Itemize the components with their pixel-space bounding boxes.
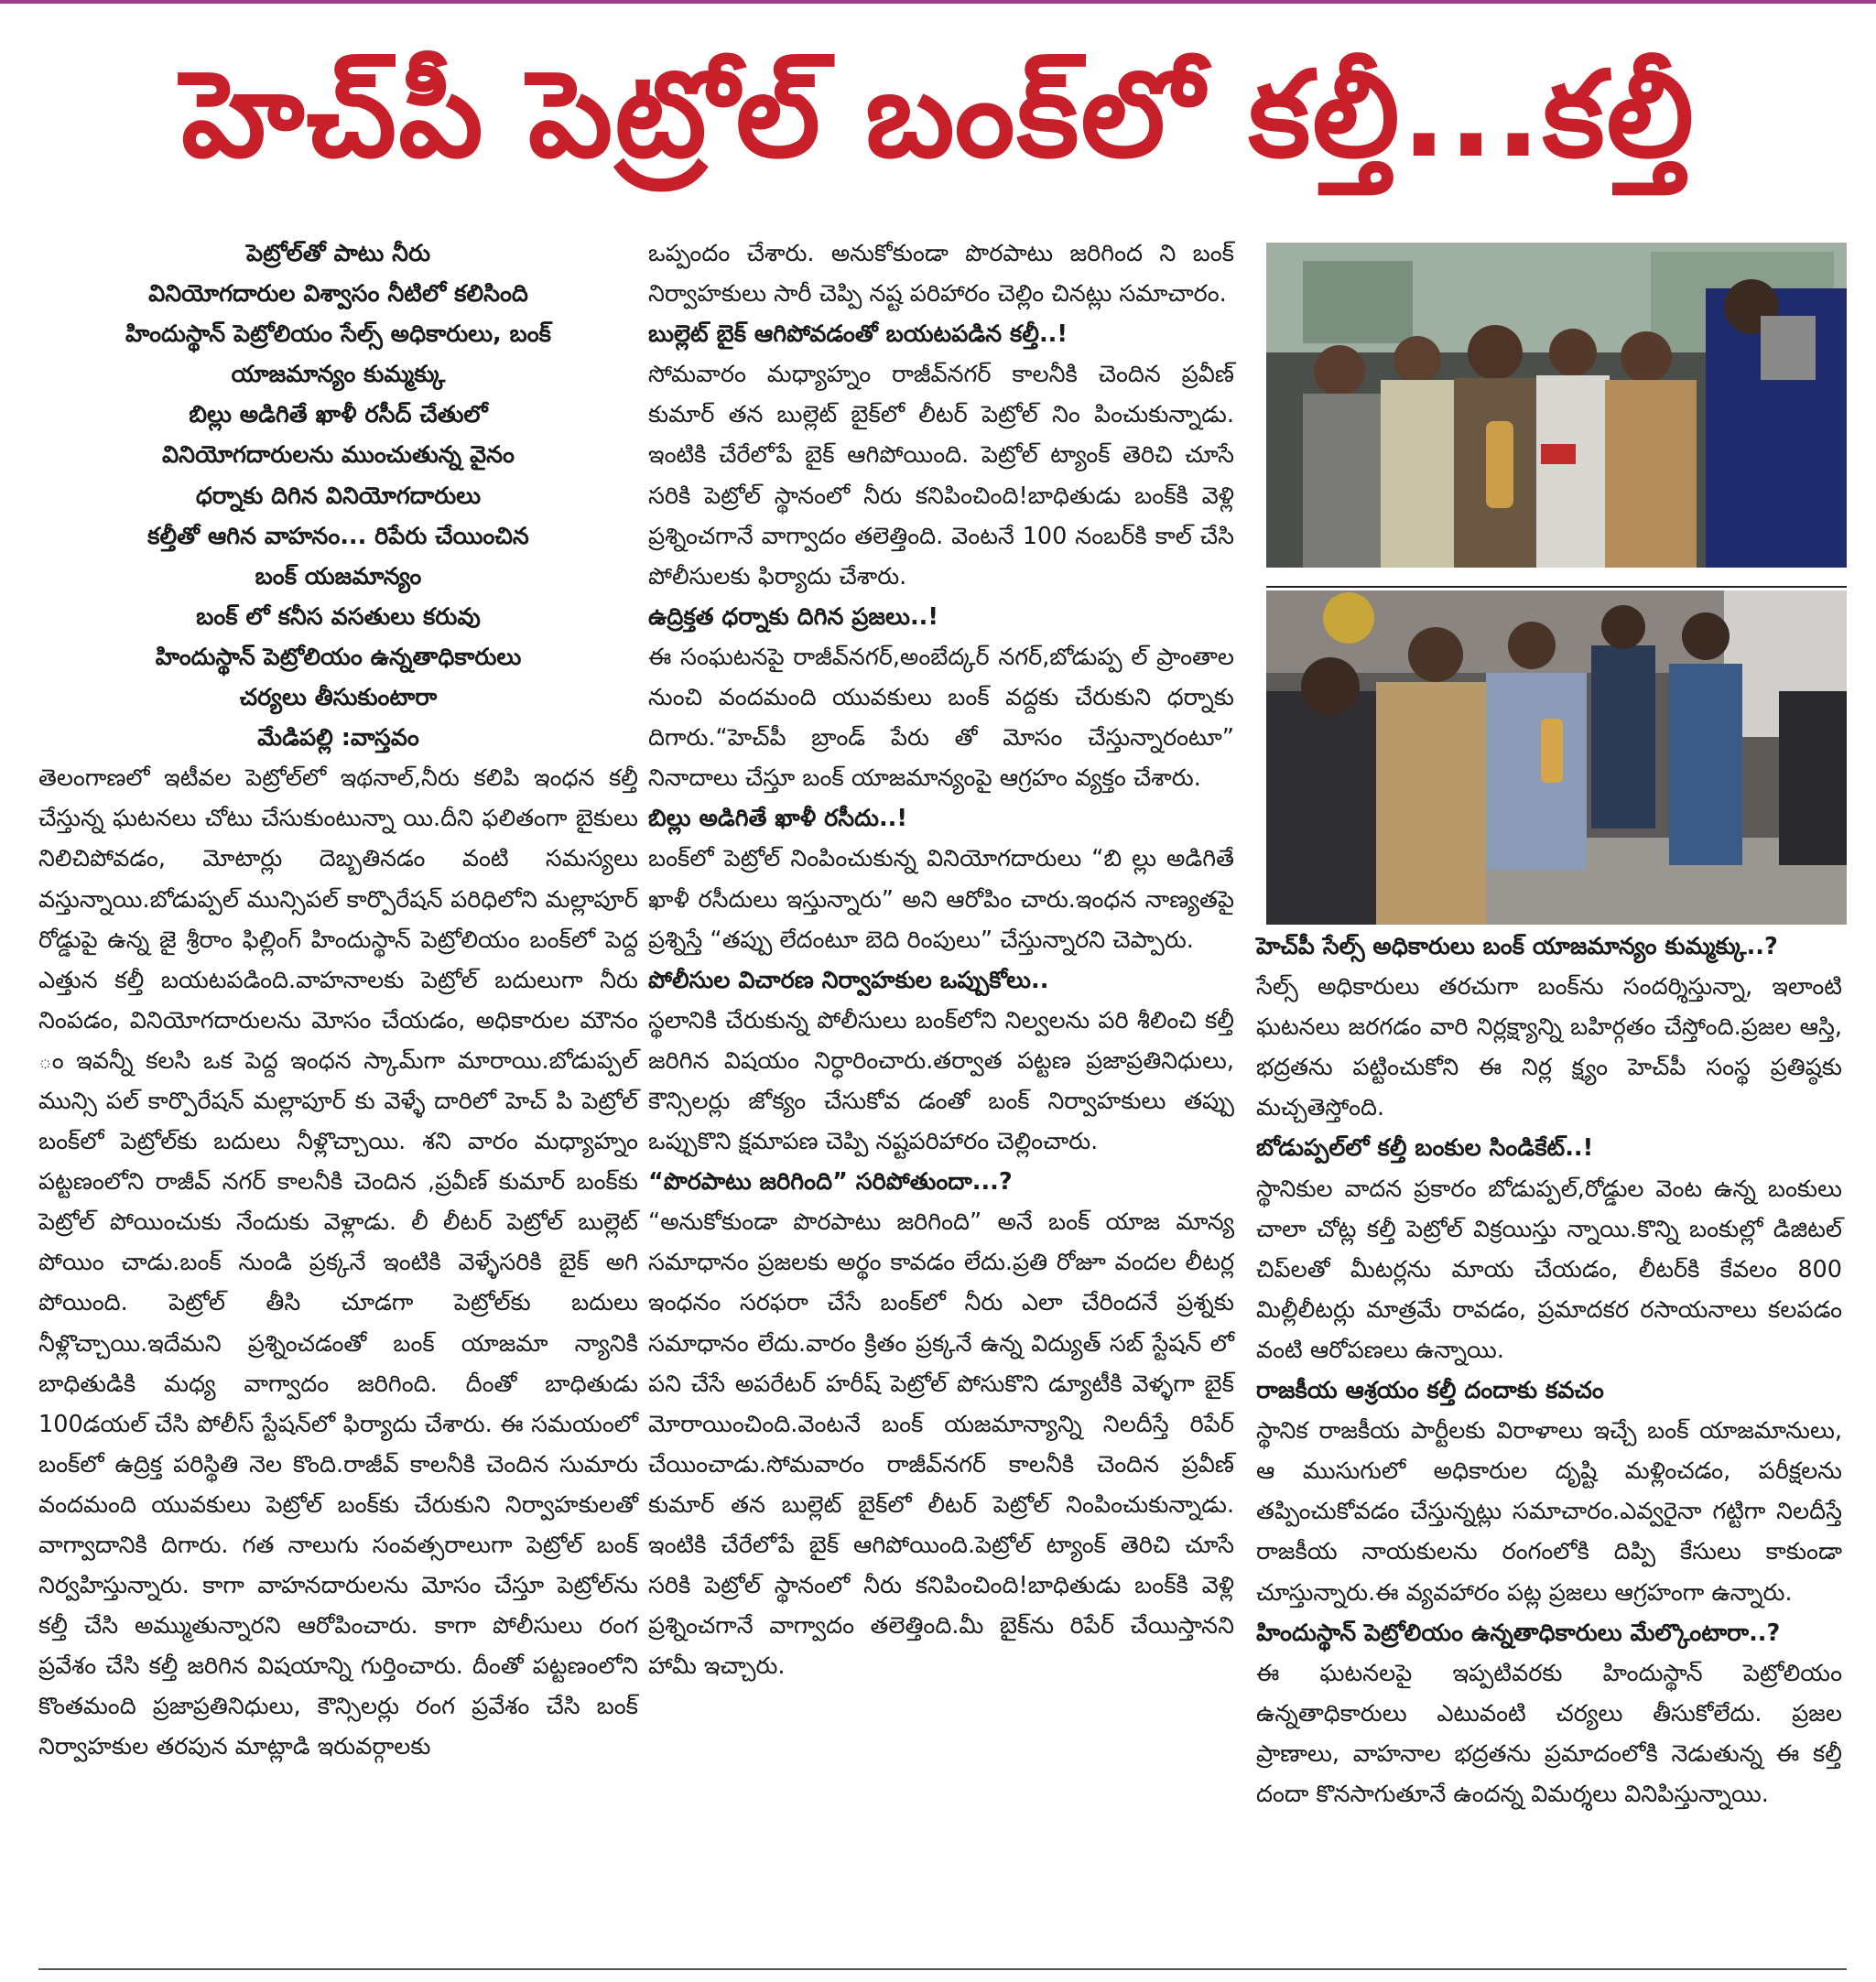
subheading: హిందుస్థాన్ పెట్రోలియం ఉన్నతాధికారులు మేల్కొంటారా..?: [1256, 1619, 1781, 1647]
body-paragraph: స్థానిక రాజకీయ పార్టీలకు విరాళాలు ఇచ్చే బంక్ యాజమానులు, ఆ ముసుగులో అధికారుల దృష్టి మళ్లించడం, పరీక్షలను తప్పించుకోవడం చేస్తున్నట్లు సమాచారం.ఎవ్వరైనా గట్టిగా నిలదీస్తే రాజకీయ నాయకులను రంగంలోకి దిప్పి కేసులు కాకుండా చూస్తున్నారు.ఈ వ్యవహారం పట్ల ప్రజలు ఆగ్రహంగా ఉన్నారు.: [1256, 1417, 1842, 1607]
intro-line: బంక్ యజమాన్యం: [255, 562, 422, 590]
column-2: [648, 233, 1234, 1686]
column-1: [38, 233, 638, 1768]
photo-police-inspection: [1266, 590, 1847, 925]
intro-line: చర్యలు తీసుకుంటారా: [239, 684, 438, 712]
intro-line: హిందుస్థాన్ పెట్రోలియం ఉన్నతాధికారులు: [155, 643, 522, 671]
body-paragraph: “అనుకోకుండా పొరపాటు జరిగింది” అనే బంక్ యాజ మాన్య సమాధానం ప్రజలకు అర్థం కావడం లేదు.ప్రతి రోజూ వందల లీటర్ల ఇంధనం సరఫరా చేసే బంక్‌లో నీరు ఎలా చేరిందనే ప్రశ్నకు సమాధానం లేదు.వారం క్రితం ప్రక్కనే ఉన్న విద్యుత్ సబ్ స్టేషన్ లో పని చేసే అపరేటర్ హరీష్ పెట్రోల్ పోసుకొని డ్యూటీకి వెళ్ళగా బైక్ మోరాయించింది.వెంటనే బంక్ యజమాన్యాన్ని నిలదీస్తే రిపేర్ చేయించాడు.సోమవారం రాజీవ్‌నగర్ కాలనీకి చెందిన ప్రవీణ్ కుమార్ తన బుల్లెట్ బైక్‌లో లీటర్ పెట్రోల్ నింపించుకున్నాడు. ఇంటికి చేరేలోపే బైక్ ఆగిపోయింది.పెట్రోల్ ట్యాంక్ తెరిచి చూసే సరికి పెట్రోల్ స్థానంలో నీరు కనిపించింది!బాధితుడు బంక్‌కి వెళ్లి ప్రశ్నించగానే వాగ్వాదం తలెత్తింది.మీ బైక్‌ను రిపేర్ చేయిస్తానని హామీ ఇచ్చారు.: [648, 1208, 1234, 1681]
intro-line: పెట్రోల్‌తో పాటు నీరు: [245, 240, 431, 267]
subheading: బిల్లు అడిగితే ఖాళీ రసీదు..!: [648, 805, 907, 833]
headline: హెచ్‌పీ పెట్రోల్ బంక్‌లో కల్తీ...కల్తీ: [181, 45, 1696, 184]
intro-line: వినియోగదారులను ముంచుతున్న వైనం: [162, 441, 515, 470]
intro-line: బంక్ లో కనీస వసతులు కరువు: [196, 602, 481, 631]
subheading: బుల్లెట్ బైక్ ఆగిపోవడంతో బయటపడిన కల్తీ..!: [648, 320, 1068, 349]
body-paragraph: సేల్స్ అధికారులు తరచుగా బంక్‌ను సందర్శిస్తున్నా, ఇలాంటి ఘటనలు జరగడం వారి నిర్లక్ష్యాన్ని బహిర్గతం చేస్తోంది.ప్రజల ఆస్తి, భద్రతను పట్టించుకోని ఈ నిర్ల క్ష్యం హెచ్‌పీ సంస్థ ప్రతిష్ఠకు మచ్చతెస్తోంది.: [1256, 973, 1842, 1122]
intro-line: యాజమాన్యం కుమ్మక్కు: [231, 361, 446, 389]
subheading: పోలీసుల విచారణ నిర్వాహకుల ఒప్పుకోలు..: [648, 966, 1049, 994]
bottom-rule: [38, 1968, 1847, 1970]
body-paragraph: స్థానికుల వాదన ప్రకారం బోడుప్పల్,రోడ్డుల వెంట ఉన్న బంకులు చాలా చోట్ల కల్తీ పెట్రోల్ విక్రయిస్తు న్నాయి.కొన్ని బంకుల్లో డిజిటల్ చిప్‌లతో మీటర్లను మాయ చేయడం, లీటర్‌కి కేవలం 800 మిల్లీలీటర్లు మాత్రమే రావడం, ప్రమాదకర రసాయనాలు కలపడం వంటి ఆరోపణలు ఉన్నాయి.: [1256, 1175, 1842, 1364]
subheading: ఉద్రిక్తత ధర్నాకు దిగిన ప్రజలు..!: [648, 602, 938, 631]
intro-line: కల్తీతో ఆగిన వాహనం... రిపేరు చేయించిన: [147, 522, 529, 550]
intro-line: హిందుస్థాన్ పెట్రోలియం సేల్స్ అధికారులు, బంక్: [125, 320, 551, 349]
body-paragraph: ఈ ఘటనలపై ఇప్పటివరకు హిందుస్థాన్ పెట్రోలియం ఉన్నతాధికారులు ఎటువంటి చర్యలు తీసుకోలేదు. ప్రజల ప్రాణాలు, వాహనాల భద్రతను ప్రమాదంలోకి నెడుతున్న ఈ కల్తీ దందా కొనసాగుతూనే ఉందన్న విమర్శలు వినిపిస్తున్నాయి.: [1256, 1659, 1842, 1808]
subheading: “పొరపాటు జరిగింది” సరిపోతుందా...?: [648, 1168, 1013, 1197]
photo-illustration: [1266, 590, 1847, 925]
subheading: రాజకీయ ఆశ్రయం కల్తీ దందాకు కవచం: [1256, 1377, 1604, 1405]
subheading: హెచ్‌పీ సేల్స్ అధికారులు బంక్ యాజమాన్యం కుమ్మక్కు..?: [1256, 933, 1778, 960]
photo-protest-bottle: [1266, 243, 1847, 568]
dateline: మేడిపల్లి :వాస్తవం: [257, 724, 419, 753]
photo-illustration: [1266, 243, 1847, 568]
intro-line: బిల్లు అడిగితే ఖాళీ రసీద్ చేతులో: [189, 401, 488, 429]
body-paragraph: ఒప్పందం చేశారు. అనుకోకుండా పొరపాటు జరిగింద ని బంక్ నిర్వాహకులు సారీ చెప్పి నష్ట పరిహారం చెల్లిం చినట్లు సమాచారం.: [648, 240, 1234, 309]
intro-line: ధర్నాకు దిగిన వినియోగదారులు: [195, 482, 482, 510]
top-rule: [0, 0, 1876, 4]
body-paragraph: స్థలానికి చేరుకున్న పోలీసులు బంక్‌లోని నిల్వలను పరి శీలించి కల్తీ జరిగిన విషయం నిర్ధారించారు.తర్వాత పట్టణ ప్రజాప్రతినిధులు, కౌన్సిలర్లు జోక్యం చేసుకోవ డంతో బంక్ నిర్వాహకులు తప్పు ఒప్పుకొని క్షమాపణ చెప్పి నష్టపరిహారం చెల్లించారు.: [648, 1006, 1234, 1156]
body-paragraph: సోమవారం మధ్యాహ్నం రాజీవ్‌నగర్ కాలనీకి చెందిన ప్రవీణ్ కుమార్ తన బుల్లెట్ బైక్‌లో లీటర్ పెట్రోల్ నిం పించుకున్నాడు. ఇంటికి చేరేలోపే బైక్ ఆగిపోయింది. పెట్రోల్ ట్యాంక్ తెరిచి చూసే సరికి పెట్రోల్ స్థానంలో నీరు కనిపించింది!బాధితుడు బంక్‌కి వెళ్లి ప్రశ్నించగానే వాగ్వాదం తలెత్తింది. వెంటనే 100 నంబర్‌కి కాల్ చేసి పోలీసులకు ఫిర్యాదు చేశారు.: [648, 361, 1234, 590]
body-paragraph: తెలంగాణలో ఇటీవల పెట్రోల్‌లో ఇథనాల్,నీరు కలిపి ఇంధన కల్తీ చేస్తున్న ఘటనలు చోటు చేసుకుంటున్నా యి.దీని ఫలితంగా బైకులు నిలిచిపోవడం, మోటార్లు దెబ్బతినడం వంటి సమస్యలు వస్తున్నాయి.బోడుప్పల్ మున్సిపల్ కార్పొరేషన్ పరిధిలోని మల్లాపూర్ రోడ్డుపై ఉన్న జై శ్రీరాం ఫిల్లింగ్ హిందుస్థాన్ పెట్రోలియం బంక్‌లో పెద్ద ఎత్తున కల్తీ బయటపడింది.వాహనాలకు పెట్రోల్ బదులుగా నీరు నింపడం, వినియోగదారులను మోసం చేయడం, అధికారుల మౌనం ం ఇవన్నీ కలసి ఒక పెద్ద ఇంధన స్కామ్‌గా మారాయి.బోడుప్పల్ మున్సి పల్ కార్పొరేషన్ మల్లాపూర్ కు వెళ్ళే దారిలో హెచ్ పి పెట్రోల్ బంక్‌లో పెట్రోల్‌కు బదులు నీళ్లొచ్చాయి. శని వారం మధ్యాహ్నం పట్టణంలోని రాజీవ్ నగర్ కాలనీకి చెందిన ,ప్రవీణ్ కుమార్ బంక్‌కు పెట్రోల్ పోయించుకు నేందుకు వెళ్లాడు. లీ లీటర్ పెట్రోల్ బుల్లెట్ పోయిం చాడు.బంక్ నుండి ప్రక్కనే ఇంటికి వెళ్ళేసరికి బైక్ అగి పోయింది. పెట్రోల్ తీసి చూడగా పెట్రోల్‌కు బదులు నీళ్లొచ్చాయి.ఇదేమని ప్రశ్నించడంతో బంక్ యాజమా న్యానికి బాధితుడికి మధ్య వాగ్వాదం జరిగింది. దీంతో బాధితుడు 100డయల్ చేసి పోలీస్ స్టేషన్‌లో ఫిర్యాదు చేశారు. ఈ సమయంలో బంక్‌లో ఉద్రిక్త పరిస్థితి నెల కొంది.రాజీవ్ కాలనీకి చెందిన సుమారు వందమంది యువకులు పెట్రోల్ బంక్‌కు చేరుకుని నిర్వాహకులతో వాగ్వాదానికి దిగారు. గత నాలుగు సంవత్సరాలుగా పెట్రోల్ బంక్ నిర్వహిస్తున్నారు. కాగా వాహనదారులను మోసం చేస్తూ పెట్రోల్‌ను కల్తీ చేసి అమ్ముతున్నారని ఆరోపించారు. కాగా పోలీసులు రంగ ప్రవేశం చేసి కల్తీ జరిగిన విషయాన్ని గుర్తించారు. దీంతో పట్టణంలోని కొంతమంది ప్రజాప్రతినిధులు, కౌన్సిలర్లు రంగ ప్రవేశం చేసి బంక్ నిర్వాహకుల తరపున మాట్లాడి ఇరువర్గాలకు: [38, 764, 638, 1761]
body-paragraph: ఈ సంఘటనపై రాజీవ్‌నగర్,అంబేద్కర్ నగర్,బోడుప్ప ల్ ప్రాంతాల నుంచి వందమంది యువకులు బంక్ వద్దకు చేరుకుని ధర్నాకు దిగారు.“హెచ్‌పీ బ్రాండ్ పేరు తో మోసం చేస్తున్నారంటూ” నినాదాలు చేస్తూ బంక్ యాజమాన్యంపై ఆగ్రహం వ్యక్తం చేశారు.: [648, 643, 1234, 793]
body-paragraph: బంక్‌లో పెట్రోల్ నింపించుకున్న వినియోగదారులు “బి ల్లు అడిగితే ఖాళీ రసీదులు ఇస్తున్నారు” అని ఆరోపిం చారు.ఇంధన నాణ్యతపై ప్రశ్నిస్తే “తప్పు లేదంటూ బెది రింపులు” చేస్తున్నారని చెప్పారు.: [648, 845, 1234, 954]
photo-separator: [1266, 586, 1847, 588]
column-3: [1256, 926, 1842, 1814]
subheading: బోడుప్పల్‌లో కల్తీ బంకుల సిండికేట్..!: [1256, 1134, 1594, 1163]
intro-line: వినియోగదారుల విశ్వాసం నీటిలో కలిసింది: [148, 280, 528, 309]
intro-block: [38, 233, 638, 758]
